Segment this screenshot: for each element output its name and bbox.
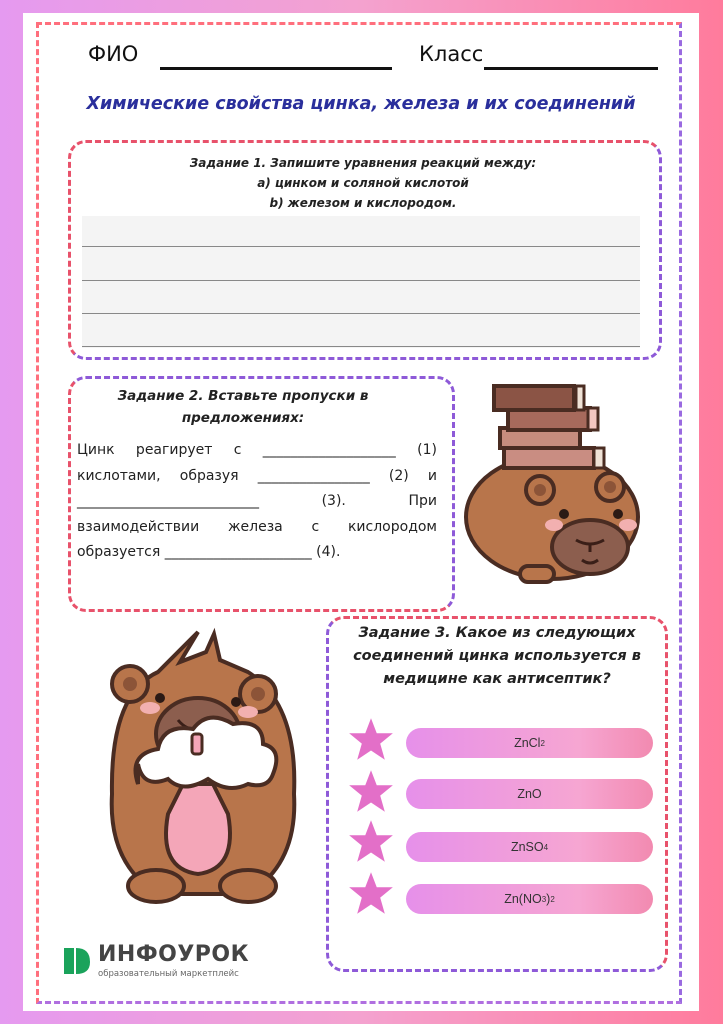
page-title: Химические свойства цинка, железа и их соединений bbox=[86, 94, 636, 114]
answer-line bbox=[82, 313, 640, 314]
star-icon bbox=[348, 870, 394, 916]
class-field[interactable] bbox=[484, 67, 658, 70]
task1-line2: а) цинком и соляной кислотой bbox=[257, 176, 469, 190]
fio-label: ФИО bbox=[88, 42, 139, 66]
answer-line bbox=[82, 246, 640, 247]
star-icon bbox=[348, 768, 394, 814]
logo-name: ИНФОУРОК bbox=[98, 942, 250, 967]
answer-option-zncl2[interactable]: ZnCl 2 bbox=[406, 728, 653, 758]
answer-line bbox=[82, 346, 640, 347]
star-icon bbox=[348, 818, 394, 864]
capybara-with-books-illustration bbox=[460, 372, 665, 587]
answer-option-zno[interactable] bbox=[406, 779, 653, 809]
option-text: ZnO bbox=[517, 787, 542, 801]
task1-instructions bbox=[78, 153, 648, 213]
task2-text[interactable]: Цинк реагирует с ___________________ (1) кислотами, образуя ________________ (2) и __________________________ (3). При взаимодействии железа с кислородом образуется _____________________ (4). bbox=[77, 442, 437, 560]
task1-line3: b) железом и кислородом. bbox=[269, 196, 457, 210]
capybara-with-flask-illustration bbox=[98, 624, 310, 910]
logo-tagline: образовательный маркетплейс bbox=[98, 969, 239, 979]
task1-line1: Задание 1. Запишите уравнения реакций между: bbox=[189, 156, 537, 170]
infourok-leaf-icon bbox=[62, 944, 92, 978]
option-text: ZnCl bbox=[514, 736, 541, 750]
option-text: ZnSO bbox=[510, 840, 544, 854]
star-icon bbox=[348, 716, 394, 762]
fio-field[interactable] bbox=[160, 67, 392, 70]
task3-title: Задание 3. Какое из следующих соединений цинка используется в медицине как антисептик? bbox=[353, 625, 641, 687]
class-label: Класс bbox=[419, 42, 484, 66]
infourok-logo bbox=[62, 942, 292, 982]
task1-answer-area[interactable] bbox=[82, 216, 640, 348]
answer-option-zn-no3-2[interactable]: Zn(NO 3 ) 2 bbox=[406, 884, 653, 914]
option-text: Zn(NO bbox=[504, 892, 542, 906]
answer-line bbox=[82, 280, 640, 281]
answer-option-znso4[interactable]: ZnSO 4 bbox=[406, 832, 653, 862]
task2-title: Задание 2. Вставьте пропуски в предложениях: bbox=[117, 388, 369, 426]
